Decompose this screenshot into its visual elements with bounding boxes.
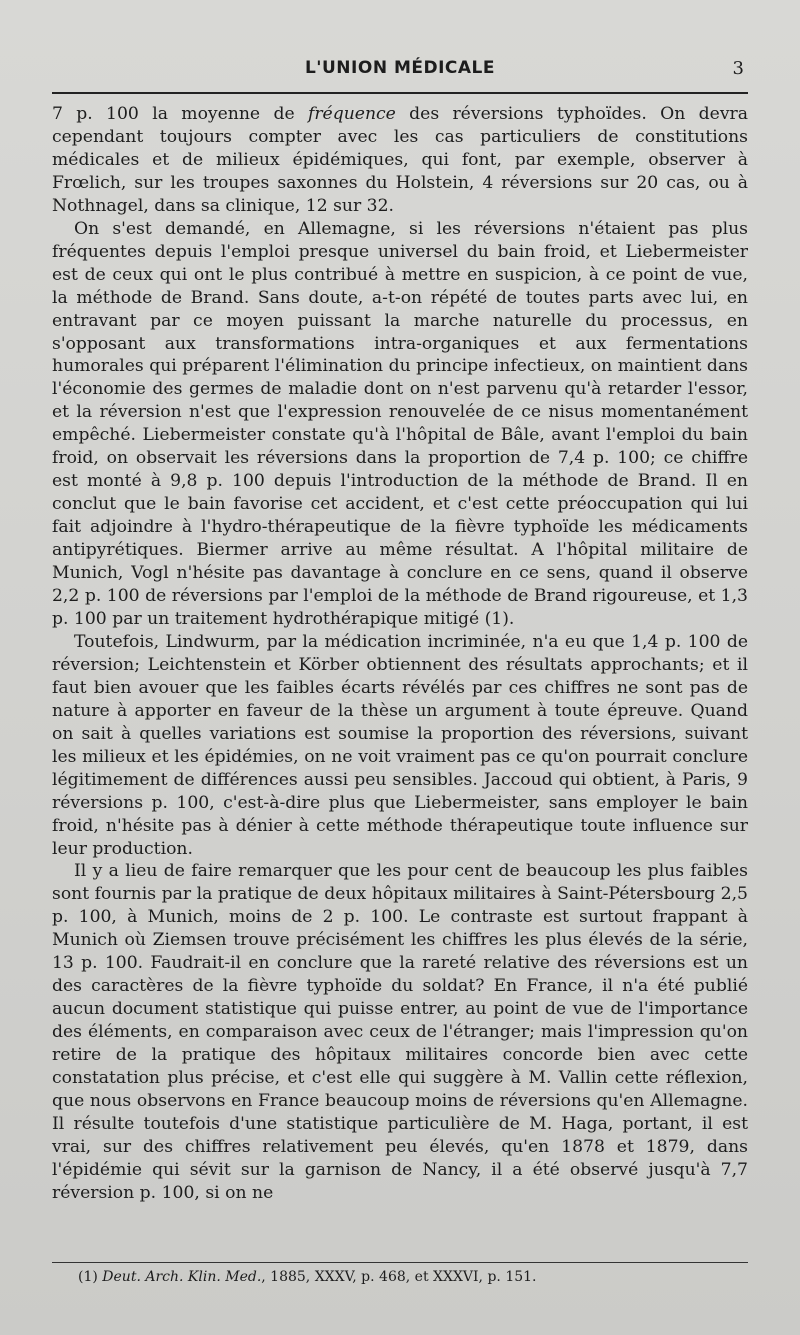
paragraph-1-emphasis: fréquence — [307, 104, 396, 124]
footnote-marker: (1) — [78, 1269, 98, 1285]
journal-title: L'UNION MÉDICALE — [304, 58, 496, 78]
paragraph-1 — [52, 103, 748, 218]
body-text — [52, 103, 748, 1205]
paragraph-3: Toutefois, Lindwurm, par la médication incriminée, n'a eu que 1,4 p. 100 de réversion; Leichtenstein et Körber obtiennent des résultats approchants; et il faut bien avouer que les faibles écarts révélés par ces chiffres ne sont pas de nature à apporter en faveur de la thèse un argument à toute épreuve. Quand on sait à quelles variations est soumise la proportion des réversions, suivant les milieux et les épidémies, on ne voit vraiment pas ce qu'on pourrait conclure légitimement de différences aussi peu sensibles. Jaccoud qui obtient, à Paris, 9 réversions p. 100, c'est-à-dire plus que Liebermeister, sans employer le bain froid, n'hésite pas à dénier à cette méthode thérapeutique toute influence sur leur production. — [52, 631, 748, 859]
paragraph-1-rest: des réversions typhoïdes. On devra cependant toujours compter avec les cas particuliers de constitutions médicales et de milieux épidémiques, qui font, par exemple, observer à Frœlich, sur les troupes saxonnes du Holstein, 4 réversions sur 20 cas, ou à Nothnagel, dans sa clinique, 12 sur 32. — [52, 104, 748, 216]
footnote — [52, 1269, 748, 1285]
paragraph-1-lead: 7 p. 100 la moyenne de — [52, 104, 308, 124]
paragraph-4: Il y a lieu de faire remarquer que les pour cent de beaucoup les plus faibles sont fournis par la pratique de deux hôpitaux militaires à Saint-Pétersbourg 2,5 p. 100, à Munich, moins de 2 p. 100. Le contraste est surtout frappant à Munich où Ziemsen trouve précisément les chiffres les plus élevés de la série, 13 p. 100. Faudrait-il en conclure que la rareté relative des réversions est un des caractères de la fièvre typhoïde du soldat? En France, il n'a été publié aucun document statistique qui puisse entrer, au point de vue de l'importance des éléments, en comparaison avec ceux de l'étranger; mais l'impression qu'on retire de la pratique des hôpitaux militaires concorde bien avec cette constatation plus précise, et c'est elle qui suggère à M. Vallin cette réflexion, que nous observons en France beaucoup moins de réversions qu'en Allemagne. Il résulte toutefois d'une statistique particulière de M. Haga, portant, il est vrai, sur des chiffres relativement peu élevés, qu'en 1878 et 1879, dans l'épidémie qui sévit sur la garnison de Nancy, il a été observé jusqu'à 7,7 réversion p. 100, si on ne — [52, 861, 748, 1203]
footnote-source: Deut. Arch. Klin. Med. — [102, 1269, 262, 1285]
footnote-details: , 1885, XXXV, p. 468, et XXXVI, p. 151. — [261, 1269, 537, 1285]
footnote-area — [52, 1262, 748, 1285]
page-number: 3 — [732, 58, 744, 79]
running-header — [52, 52, 748, 94]
paragraph-2: On s'est demandé, en Allemagne, si les réversions n'étaient pas plus fréquentes depuis l'emploi presque universel du bain froid, et Liebermeister est de ceux qui ont le plus contribué à mettre en suspicion, à ce point de vue, la méthode de Brand. Sans doute, a-t-on répété de toutes parts avec lui, en entravant par ce moyen puissant la marche naturelle du processus, en s'opposant aux transformations intra-organiques et aux fermentations humorales qui préparent l'élimination du principe infectieux, on maintient dans l'économie des germes de maladie dont on n'est parvenu qu'à retarder l'essor, et la réversion n'est que l'expression renouvelée de ce nisus momentanément empêché. Liebermeister constate qu'à l'hôpital de Bâle, avant l'emploi du bain froid, on observait les réversions dans la proportion de 7,4 p. 100; ce chiffre est monté à 9,8 p. 100 depuis l'introduction de la méthode de Brand. Il en conclut que le bain favorise cet accident, et c'est cette préoccupation qui lui fait adjoindre à l'hydro-thérapeutique de la fièvre typhoïde les médicaments antipyrétiques. Biermer arrive au même résultat. A l'hôpital militaire de Munich, Vogl n'hésite pas davantage à conclure en ce sens, quand il observe 2,2 p. 100 de réversions par l'emploi de la méthode de Brand rigoureuse, et 1,3 p. 100 par un traitement hydrothérapique mitigé (1). — [52, 218, 748, 629]
